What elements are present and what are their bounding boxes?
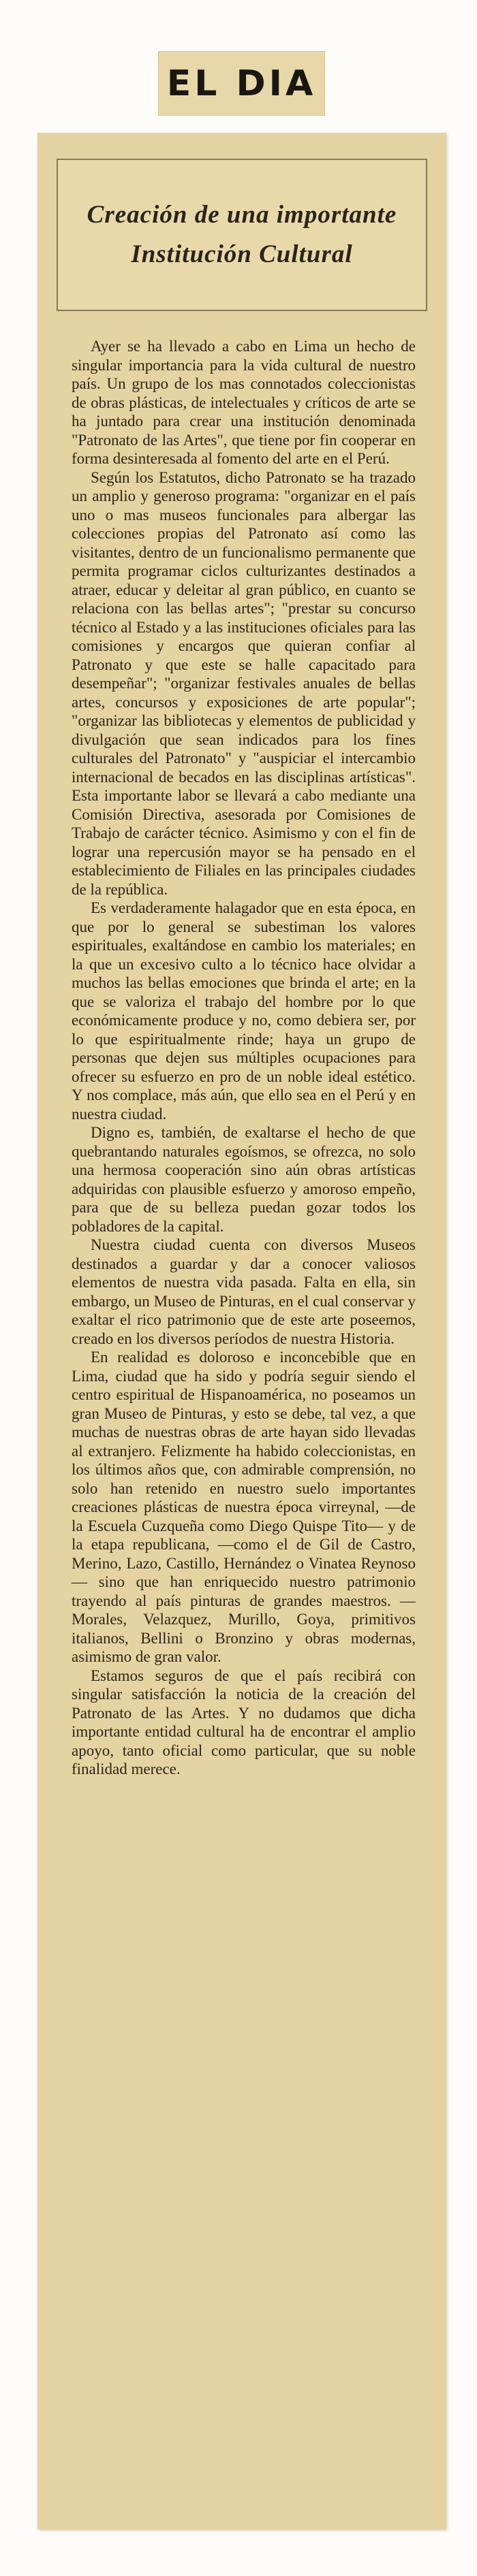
article-paragraph: Según los Estatutos, dicho Patronato se ha trazado un amplio y generoso programa: "organizar en el país uno o mas museos funcionales para albergar las colecciones propias del Patronato así como las visitantes, dentro de un funcionalismo permanente que permita programar ciclos culturizantes destinados a atraer, educar y deleitar al gran público, en cuanto se relaciona con las bellas artes"; "prestar su concurso técnico al Estado y a las instituciones oficiales para las comisiones y encargos que quieran confiar al Patronato y que este se halle capacitado para desempeñar"; "organizar festivales anuales de bellas artes, concursos y exposiciones de arte popular"; "organizar las bibliotecas y elementos de publicidad y divulgación que sean indicados para los fines culturales del Patronato" y "auspiciar el intercambio internacional de becados en las disciplinas artísticas". Esta importante labor se llevará a cabo mediante una Comisión Directiva, asesorada por Comisiones de Trabajo de carácter técnico. Asimismo y con el fin de lograr una repercusión mayor se ha pensado en el establecimiento de Filiales en las principales ciudades de la república. [72, 468, 416, 898]
article-paragraph: Digno es, también, de exaltarse el hecho de que quebrantando naturales egoísmos, se ofrezca, no solo una hermosa cooperación sino aún obras artísticas adquiridas con plausible esfuerzo y amoroso empeño, para que de su belleza puedan gozar todos los pobladores de la capital. [72, 1124, 416, 1235]
article-body [72, 337, 416, 1779]
article-paragraph: Estamos seguros de que el país recibirá con singular satisfacción la noticia de la creación del Patronato de las Artes. Y no dudamos que dicha importante entidad cultural ha de encontrar el amplio apoyo, tanto oficial como particular, que su noble finalidad merece. [72, 1667, 416, 1777]
newspaper-clipping [37, 133, 446, 2529]
article-paragraph: En realidad es doloroso e inconcebible que en Lima, ciudad que ha sido y podría seguir siendo el centro espiritual de Hispanoamérica, no poseamos un gran Museo de Pinturas, y esto se debe, tal vez, a que muchas de nuestras obras de arte hayan sido llevadas al extranjero. Felizmente ha habido coleccionistas, en los últimos años que, con admirable comprensión, no solo han retenido en nuestro suelo importantes creaciones plásticas de nuestra época virreynal, —de la Escuela Cuzqueña como Diego Quispe Tito— y de la etapa republicana, —como el de Gil de Castro, Merino, Lazo, Castillo, Hernández o Vinatea Reynoso— sino que han enriquecido nuestro patrimonio trayendo al país pinturas de grandes maestros. —Morales, Velazquez, Murillo, Goya, primitivos italianos, Bellini o Bronzino y obras modernas, asimismo de gran valor. [72, 1349, 416, 1665]
article-headline: Creación de una importante Institución Cultural [87, 201, 397, 268]
headline-frame [57, 159, 427, 311]
article-paragraph: Nuestra ciudad cuenta con diversos Museos destinados a guardar y dar a conocer valiosos elementos de nuestra vida pasada. Falta en ella, sin embargo, un Museo de Pinturas, en el cual conservar y exaltar el rico patrimonio que de este arte poseemos, creado en los diversos períodos de nuestra Historia. [72, 1236, 416, 1347]
article-paragraph: Ayer se ha llevado a cabo en Lima un hecho de singular importancia para la vida cultural de nuestro país. Un grupo de los mas connotados coleccionistas de obras plásticas, de intelectuales y críticos de arte se ha juntado para crear una institución denominada "Patronato de las Artes", que tiene por fin cooperar en forma desinteresada al fomento del arte en el Perú. [72, 338, 416, 467]
article-paragraph: Es verdaderamente halagador que en esta época, en que por lo general se subestiman los valores espirituales, exaltándose en cambio los materiales; en la que un excesivo culto a lo técnico hace olvidar a muchos las bellas emociones que brinda el arte; en la que se valoriza el trabajo del hombre por lo que económicamente produce y no, como debiera ser, por lo que espiritualmente rinde; haya un grupo de personas que dejen sus múltiples ocupaciones para ofrecer su esfuerzo en pro de un noble ideal estético. Y nos complace, más aún, que ello sea en el Perú y en nuestra ciudad. [72, 899, 416, 1123]
newspaper-masthead [158, 51, 325, 116]
masthead-title: EL DIA [166, 63, 317, 104]
